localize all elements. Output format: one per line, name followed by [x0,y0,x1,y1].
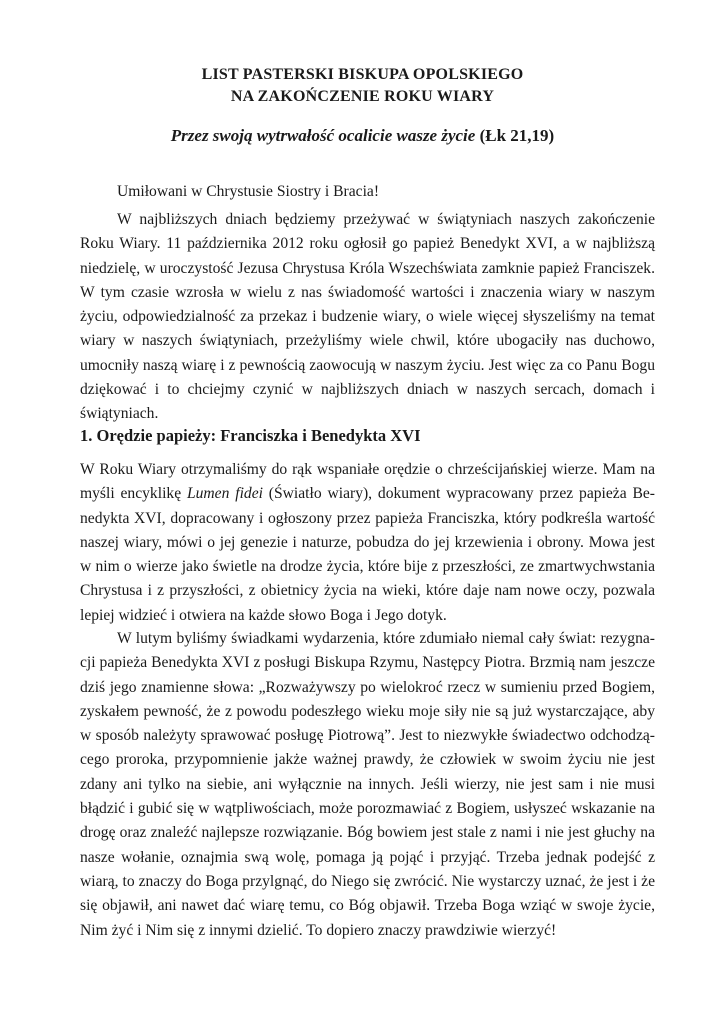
motto [0,124,725,148]
section-paragraph-2: W lutym byliśmy świadkami wydarzenia, które zdumiało niemal cały świat: rezygnacji papieża Benedykta XVI z posługi Biskupa Rzymu, Następcy Piotra. Brzmią nam jeszcze dziś jego znamienne słowa: „Rozważywszy po wielokroć rzecz w sumieniu przed Bogiem, zyskałem pewność, że z powodu podeszłego wieku moje siły nie są już wystarczające, aby w sposób należyty sprawować posługę Piotrową”. Jest to niezwykłe świadectwo odchodzącego proroka, przypomnienie jakże ważnej prawdy, że człowiek w swoim życiu nie jest zdany ani tylko na siebie, ani wyłącznie na innych. Jeśli wierzy, nie jest sam i nie musi błądzić i gubić się w wątpliwościach, może porozmawiać z Bogiem, usłyszeć wskazanie na drogę oraz znaleźć najlepsze rozwiązanie. Bóg bowiem jest stale z nami i nie jest głuchy na nasze wołanie, oznajmia swą wolę, pomaga ją pojąć i przyjąć. Trzeba jednak podejść z wiarą, to znaczy do Boga przylgnąć, do Niego się zwrócić. Nie wystarczy uznać, że jest i że się objawił, ani nawet dać wiarę temu, co Bóg objawił. Trzeba Boga wziąć w swoje życie, Nim żyć i Nim się z innymi dzielić. To dopiero znaczy prawdziwie wierzyć! [80,630,655,939]
section-heading: 1. Orędzie papieży: Franciszka i Benedykta XVI [80,426,421,445]
section-paragraph-2-block [80,627,655,943]
motto-quote: Przez swoją wytrwałość ocalicie wasze życie [170,126,476,145]
intro-paragraph: W najbliższych dniach będziemy przeżywać w świątyniach naszych zakończenie Roku Wiary. 11 października 2012 roku ogłosił go papież Benedykt XVI, a w najbliższą niedzielę, w uroczystość Jezusa Chrystusa Króla Wszechświata zamknie papież Franciszek. W tym czasie wzrosła w wielu z nas świadomość wartości i znaczenia wiary w naszym życiu, odpowiedzialność za przekaz i budzenie wiary, o wiele więcej słyszeliśmy na temat wiary w naszych świątyniach, przeżyliśmy wiele chwil, które ubogaciły nas duchowo, umocniły naszą wiarę i z pewnością zaowocują w naszym życiu. Jest więc za co Panu Bogu dziękować i to chciejmy czynić w najbliższych dniach w naszych sercach, domach i świątyniach. [80,211,655,423]
section-paragraph-1 [80,458,655,628]
title-line-1: LIST PASTERSKI BISKUPA OPOLSKIEGO [201,66,524,83]
paragraph-text: W Roku Wiary otrzymaliśmy do rąk wspaniałe orędzie o chrześcijańskiej wierze. Mam na myśli encyklikę [80,461,655,503]
salutation: Umiłowani w Chrystusie Siostry i Bracia! [117,183,380,200]
motto-reference: (Łk 21,19) [475,126,555,145]
title-line-2: NA ZAKOŃCZENIE ROKU WIARY [230,88,495,105]
encyclical-title: Lumen fidei [186,485,263,503]
intro-paragraph-block [80,208,655,427]
paragraph-text: (Światło wiary), dokument wypracowany przez papieża Benedykta XVI, dopracowany i ogłoszony przez papieża Franciszka, który podkreśla wartość naszej wiary, mówi o jej genezie i naturze, pobudza do jej krzewienia i obrony. Mowa jest w nim o wierze jako świetle na drodze życia, które bije z przeszłości, ze zmartwychwstania Chrystusa i z przyszłości, z obietnicy życia na wieki, które daje nam nowe oczy, pozwala lepiej widzieć i otwiera na każde słowo Boga i Jego dotyk. [80,485,655,624]
section-paragraph-1-block [80,458,655,628]
